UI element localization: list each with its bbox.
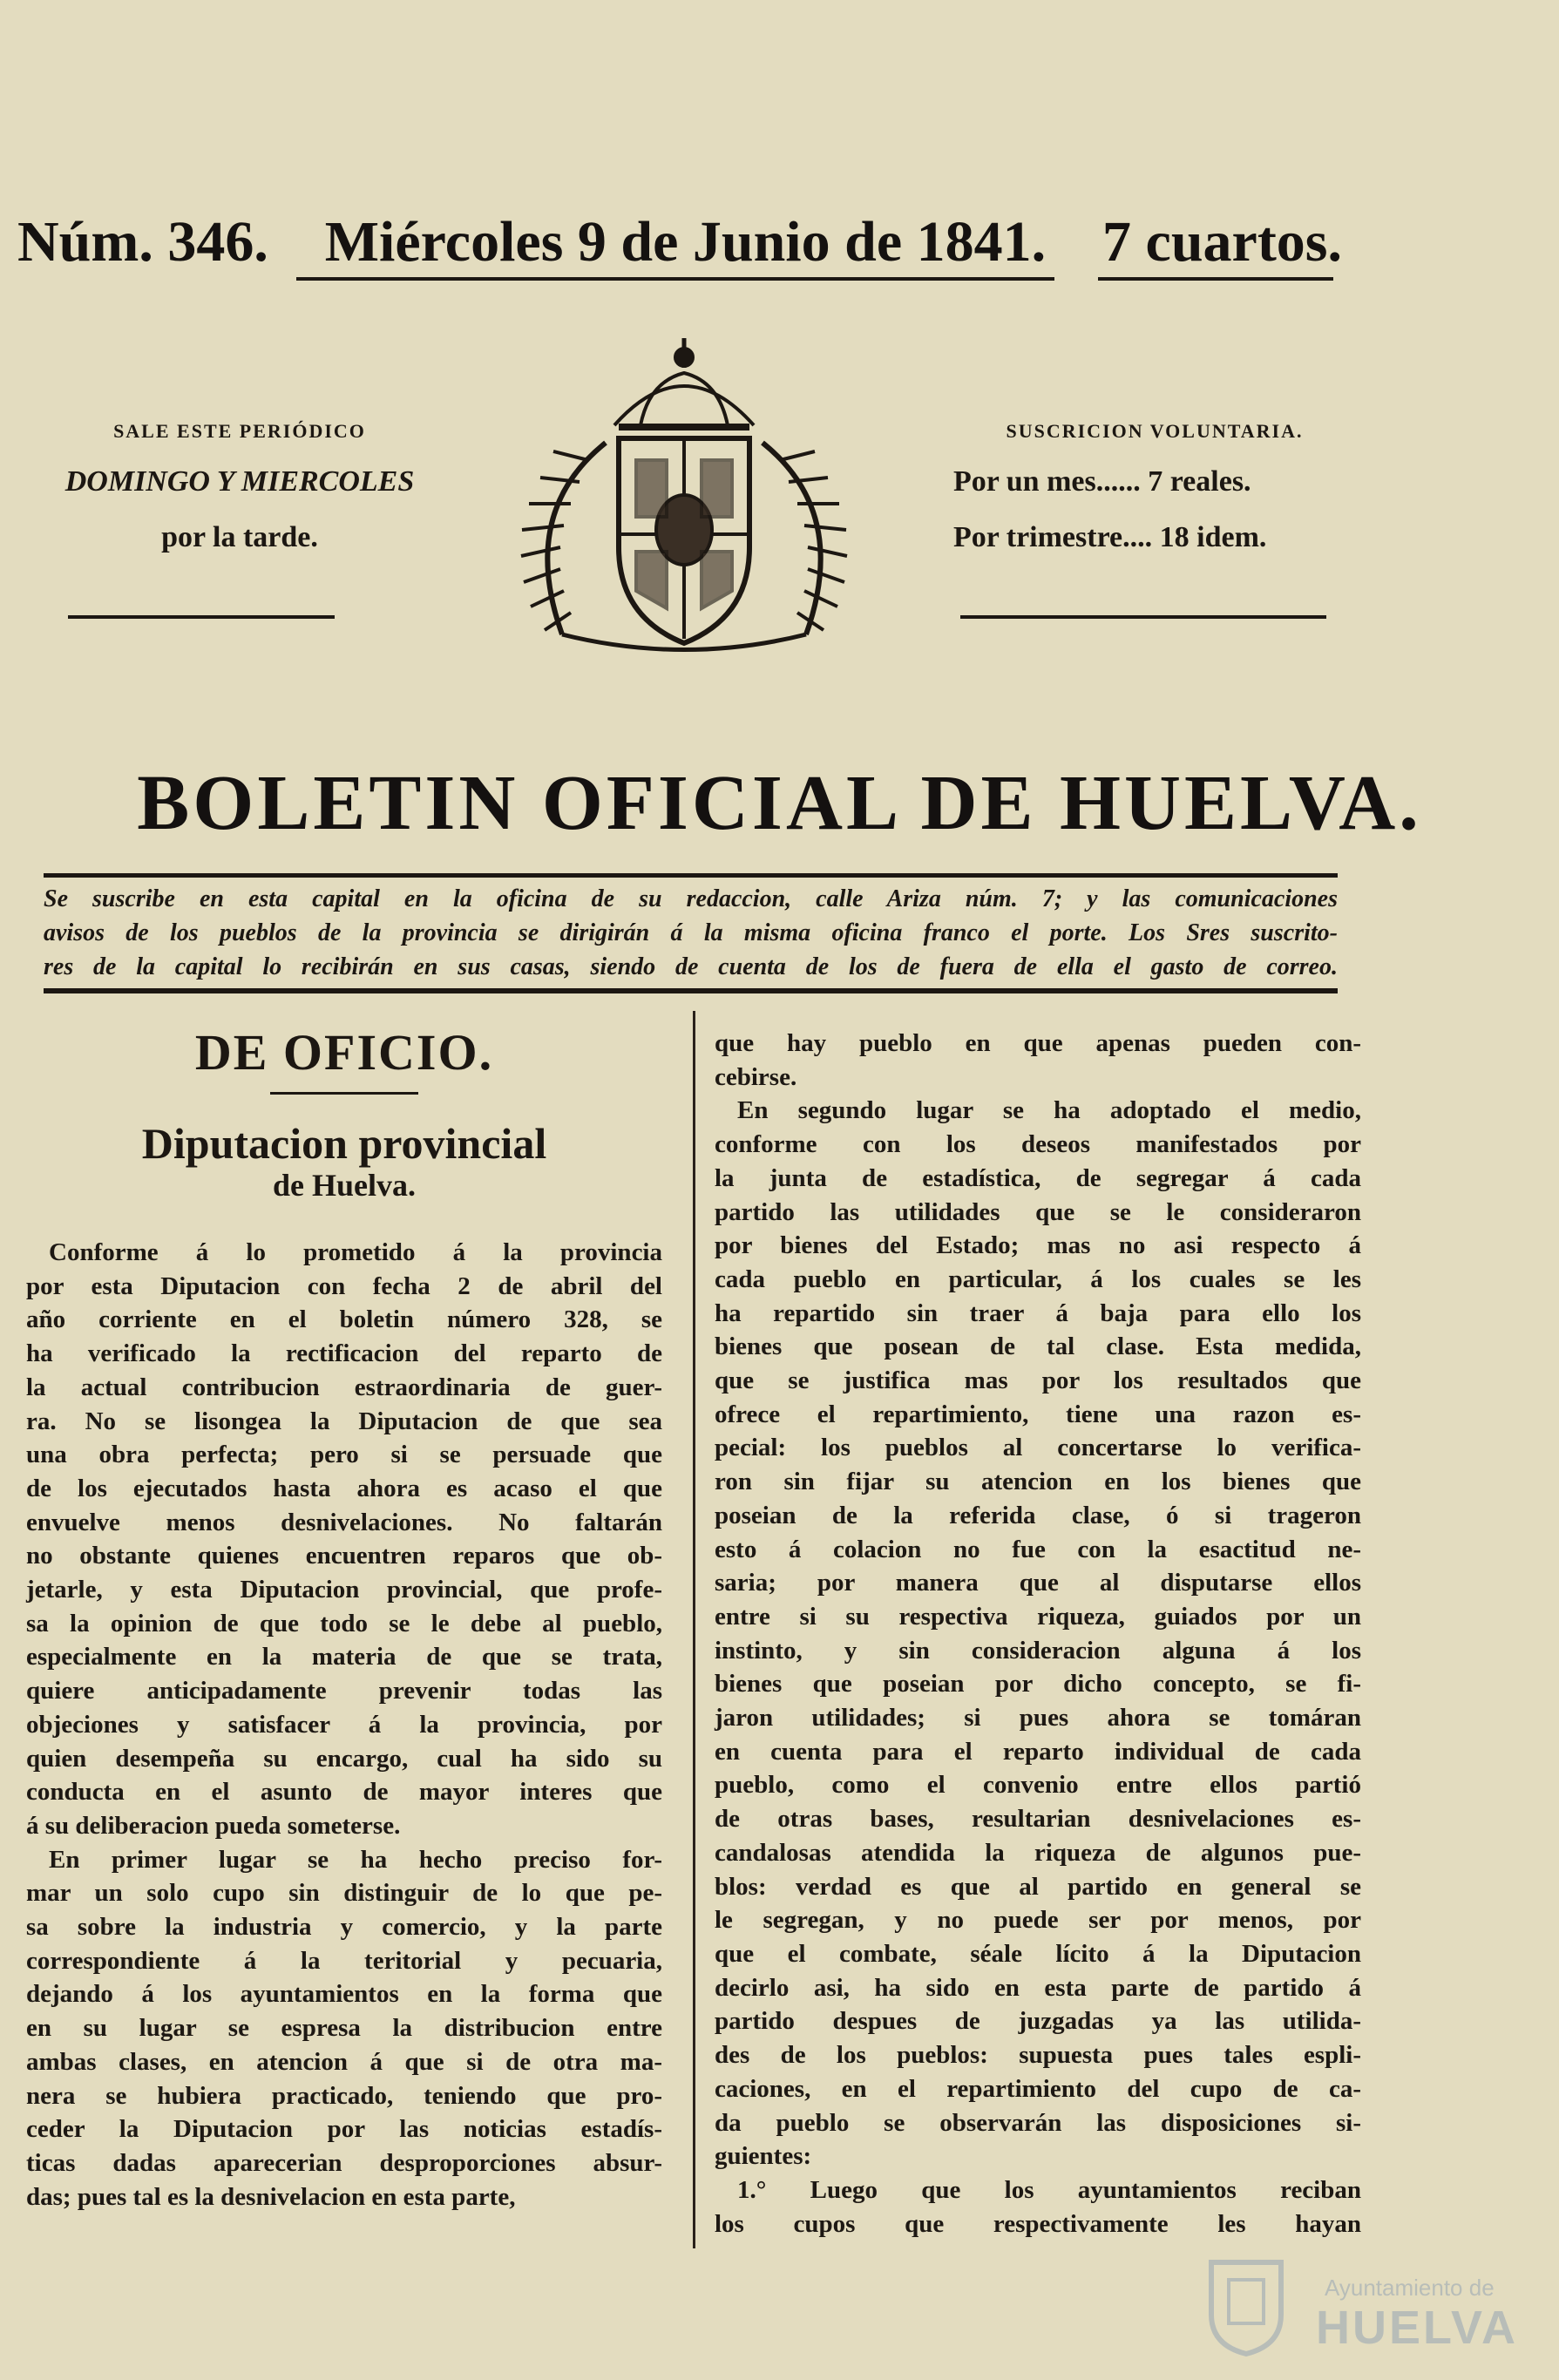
subscription-line-3: Por trimestre.... 18 idem. (953, 521, 1267, 553)
text-line: que hay pueblo en que apenas pueden con- (715, 1029, 1361, 1057)
text-line: por bienes del Estado; mas no asi respecto á (715, 1231, 1361, 1260)
text-line: mar un solo cupo sin distinguir de lo que pe- (26, 1879, 662, 1908)
notice-rule-top (44, 873, 1338, 878)
masthead-rule-mid (671, 277, 1054, 281)
schedule-line-1: SALE ESTE PERIÓDICO (113, 420, 366, 442)
text-line: pecial: los pueblos al concertarse lo verifica- (715, 1434, 1361, 1462)
subscription-rule (960, 615, 1326, 619)
text-line: año corriente en el boletin número 328, se (26, 1305, 662, 1334)
watermark-line-1: Ayuntamiento de (1325, 2275, 1495, 2301)
text-line: Conforme á lo prometido á la provincia (49, 1238, 662, 1266)
text-line: que se justifica mas por los resultados que (715, 1366, 1361, 1395)
text-line: correspondiente á la teritorial y pecuaria, (26, 1946, 662, 1975)
text-line: sa sobre la industria y comercio, y la parte (26, 1913, 662, 1942)
text-line: conforme con los deseos manifestados por (715, 1130, 1361, 1159)
section-title: DE OFICIO. (194, 1024, 494, 1081)
text-line: por esta Diputacion con fecha 2 de abril del (26, 1271, 662, 1300)
text-line: ha verificado la rectificacion del reparto de (26, 1339, 662, 1368)
text-line: cada pueblo en particular, á los cuales se les (715, 1265, 1361, 1293)
text-line: bienes que posean de tal clase. Esta medida, (715, 1332, 1361, 1361)
text-line: una obra perfecta; pero si se persuade que (26, 1441, 662, 1469)
watermark-line-2: HUELVA (1316, 2302, 1518, 2354)
text-line: conducta en el asunto de mayor interes que (26, 1778, 662, 1807)
text-line: en su lugar se espresa la distribucion entre (26, 2014, 662, 2043)
royal-coat-of-arms-icon (440, 329, 928, 661)
right-column (715, 1027, 1361, 2241)
text-line: dejando á los ayuntamientos en la forma que (26, 1980, 662, 2009)
text-line: envuelve menos desnivelaciones. No faltarán (26, 1508, 662, 1536)
text-line: quiere anticipadamente prevenir todas las (26, 1677, 662, 1705)
schedule-line-2: DOMINGO Y MIERCOLES (64, 465, 415, 498)
text-line: á su deliberacion pueda someterse. (26, 1811, 401, 1840)
text-line: partido las utilidades que se le consideraron (715, 1197, 1361, 1226)
text-line: das; pues tal es la desnivelacion en esta parte, (26, 2182, 516, 2211)
article-heading: Diputacion provincial (141, 1119, 547, 1168)
text-line: entre si su respectiva riqueza, guiados por un (715, 1602, 1361, 1631)
text-line: la junta de estadística, de segregar á cada (715, 1163, 1361, 1192)
text-line: esto á colacion no fue con la esactitud ne- (715, 1535, 1361, 1563)
text-line: bienes que poseian por dicho concepto, se fi- (715, 1670, 1361, 1699)
masthead (17, 209, 1342, 275)
subscription-notice (44, 882, 1338, 984)
text-line: En primer lugar se ha hecho preciso for- (49, 1845, 662, 1874)
text-line: ambas clases, en atencion á que si de otra ma- (26, 2047, 662, 2076)
notice-rule-bottom (44, 988, 1338, 993)
archive-watermark (1194, 2254, 1518, 2358)
text-line: caciones, en el repartimiento del cupo de ca- (715, 2074, 1361, 2103)
text-line: instinto, y sin consideracion alguna á los (715, 1636, 1361, 1665)
text-line: los cupos que respectivamente les hayan (715, 2209, 1361, 2238)
text-line: especialmente en la materia de que se trata, (26, 1643, 662, 1671)
masthead-rule-left (296, 277, 671, 281)
text-line: no obstante quienes encuentren reparos que ob- (26, 1542, 662, 1570)
text-line: ra. No se lisongea la Diputacion de que sea (26, 1407, 662, 1435)
text-line: guientes: (715, 2142, 812, 2171)
text-line: jetarle, y esta Diputacion provincial, que profe- (26, 1576, 662, 1604)
issue-number: Núm. 346. (17, 210, 268, 274)
text-line: la actual contribucion estraordinaria de guer- (26, 1373, 662, 1401)
text-line: poseian de la referida clase, ó si trageron (715, 1501, 1361, 1529)
text-line: que el combate, séale lícito á la Diputacion (715, 1939, 1361, 1968)
notice-line: res de la capital lo recibirán en sus casas, siendo de cuenta de los de fuera de ella el gasto de correo. (44, 953, 1338, 980)
text-line: da pueblo se observarán las disposiciones si- (715, 2108, 1361, 2137)
text-line: quien desempeña su encargo, cual ha sido su (26, 1744, 662, 1773)
text-line: ceder la Diputacion por las noticias estadís- (26, 2115, 662, 2144)
notice-line: avisos de los pueblos de la provincia se dirigirán á la misma oficina franco el porte. Los Sres suscrito- (44, 919, 1338, 946)
schedule-line-3: por la tarde. (161, 521, 318, 553)
article-body-left (26, 1236, 662, 2214)
text-line: ha repartido sin traer á baja para ello los (715, 1298, 1361, 1327)
article-body-right (715, 1027, 1361, 2241)
text-line: blos: verdad es que al partido en general se (715, 1872, 1361, 1901)
schedule-rule (68, 615, 335, 619)
section-rule (270, 1092, 418, 1095)
issue-price: 7 cuartos. (1102, 210, 1342, 274)
text-line: de los ejecutados hasta ahora es acaso el que (26, 1474, 662, 1502)
text-line: objeciones y satisfacer á la provincia, por (26, 1710, 662, 1739)
text-line: de otras bases, resultarian desnivelaciones es- (715, 1805, 1361, 1834)
text-line: jaron utilidades; si pues ahora se tomáran (715, 1704, 1361, 1732)
subscription-line-2: Por un mes...... 7 reales. (953, 465, 1251, 498)
text-line: pueblo, como el convenio entre ellos partió (715, 1771, 1361, 1800)
notice-line: Se suscribe en esta capital en la oficina de su redaccion, calle Ariza núm. 7; y las comunicaciones (44, 885, 1338, 912)
article-subheading: de Huelva. (272, 1168, 416, 1203)
publication-schedule (35, 420, 444, 554)
issue-date: Miércoles 9 de Junio de 1841. (324, 210, 1047, 274)
text-line: ticas dadas aparecerian desproporciones absur- (26, 2148, 662, 2177)
text-line: En segundo lugar se ha adoptado el medio, (737, 1096, 1361, 1125)
text-line: sa la opinion de que todo se le debe al pueblo, (26, 1609, 662, 1638)
text-line: saria; por manera que al disputarse ellos (715, 1569, 1361, 1597)
text-line: des de los pueblos: supuesta pues tales espli- (715, 2041, 1361, 2070)
text-line: nera se hubiera practicado, teniendo que pro- (26, 2081, 662, 2110)
city-shield-icon (1194, 2254, 1298, 2358)
newspaper-title: BOLETIN OFICIAL DE HUELVA. (137, 760, 1422, 846)
subscription-line-1: SUSCRICION VOLUNTARIA. (1006, 420, 1304, 442)
text-line: le segregan, y no puede ser por menos, por (715, 1906, 1361, 1935)
text-line: partido despues de juzgadas ya las utilida- (715, 2007, 1361, 2036)
text-line: en cuenta para el reparto individual de cada (715, 1737, 1361, 1766)
text-line: cebirse. (715, 1062, 797, 1091)
column-divider (693, 1011, 695, 2248)
text-line: ron sin fijar su atencion en los bienes que (715, 1468, 1361, 1496)
left-column (26, 1020, 662, 2214)
text-line: decirlo asi, ha sido en esta parte de partido á (715, 1973, 1361, 2002)
subscription-info (950, 420, 1359, 554)
text-line: 1.° Luego que los ayuntamientos reciban (737, 2175, 1361, 2204)
masthead-rule-right (1098, 277, 1333, 281)
text-line: ofrece el repartimiento, tiene una razon es- (715, 1400, 1361, 1428)
text-line: candalosas atendida la riqueza de algunos pue- (715, 1838, 1361, 1867)
